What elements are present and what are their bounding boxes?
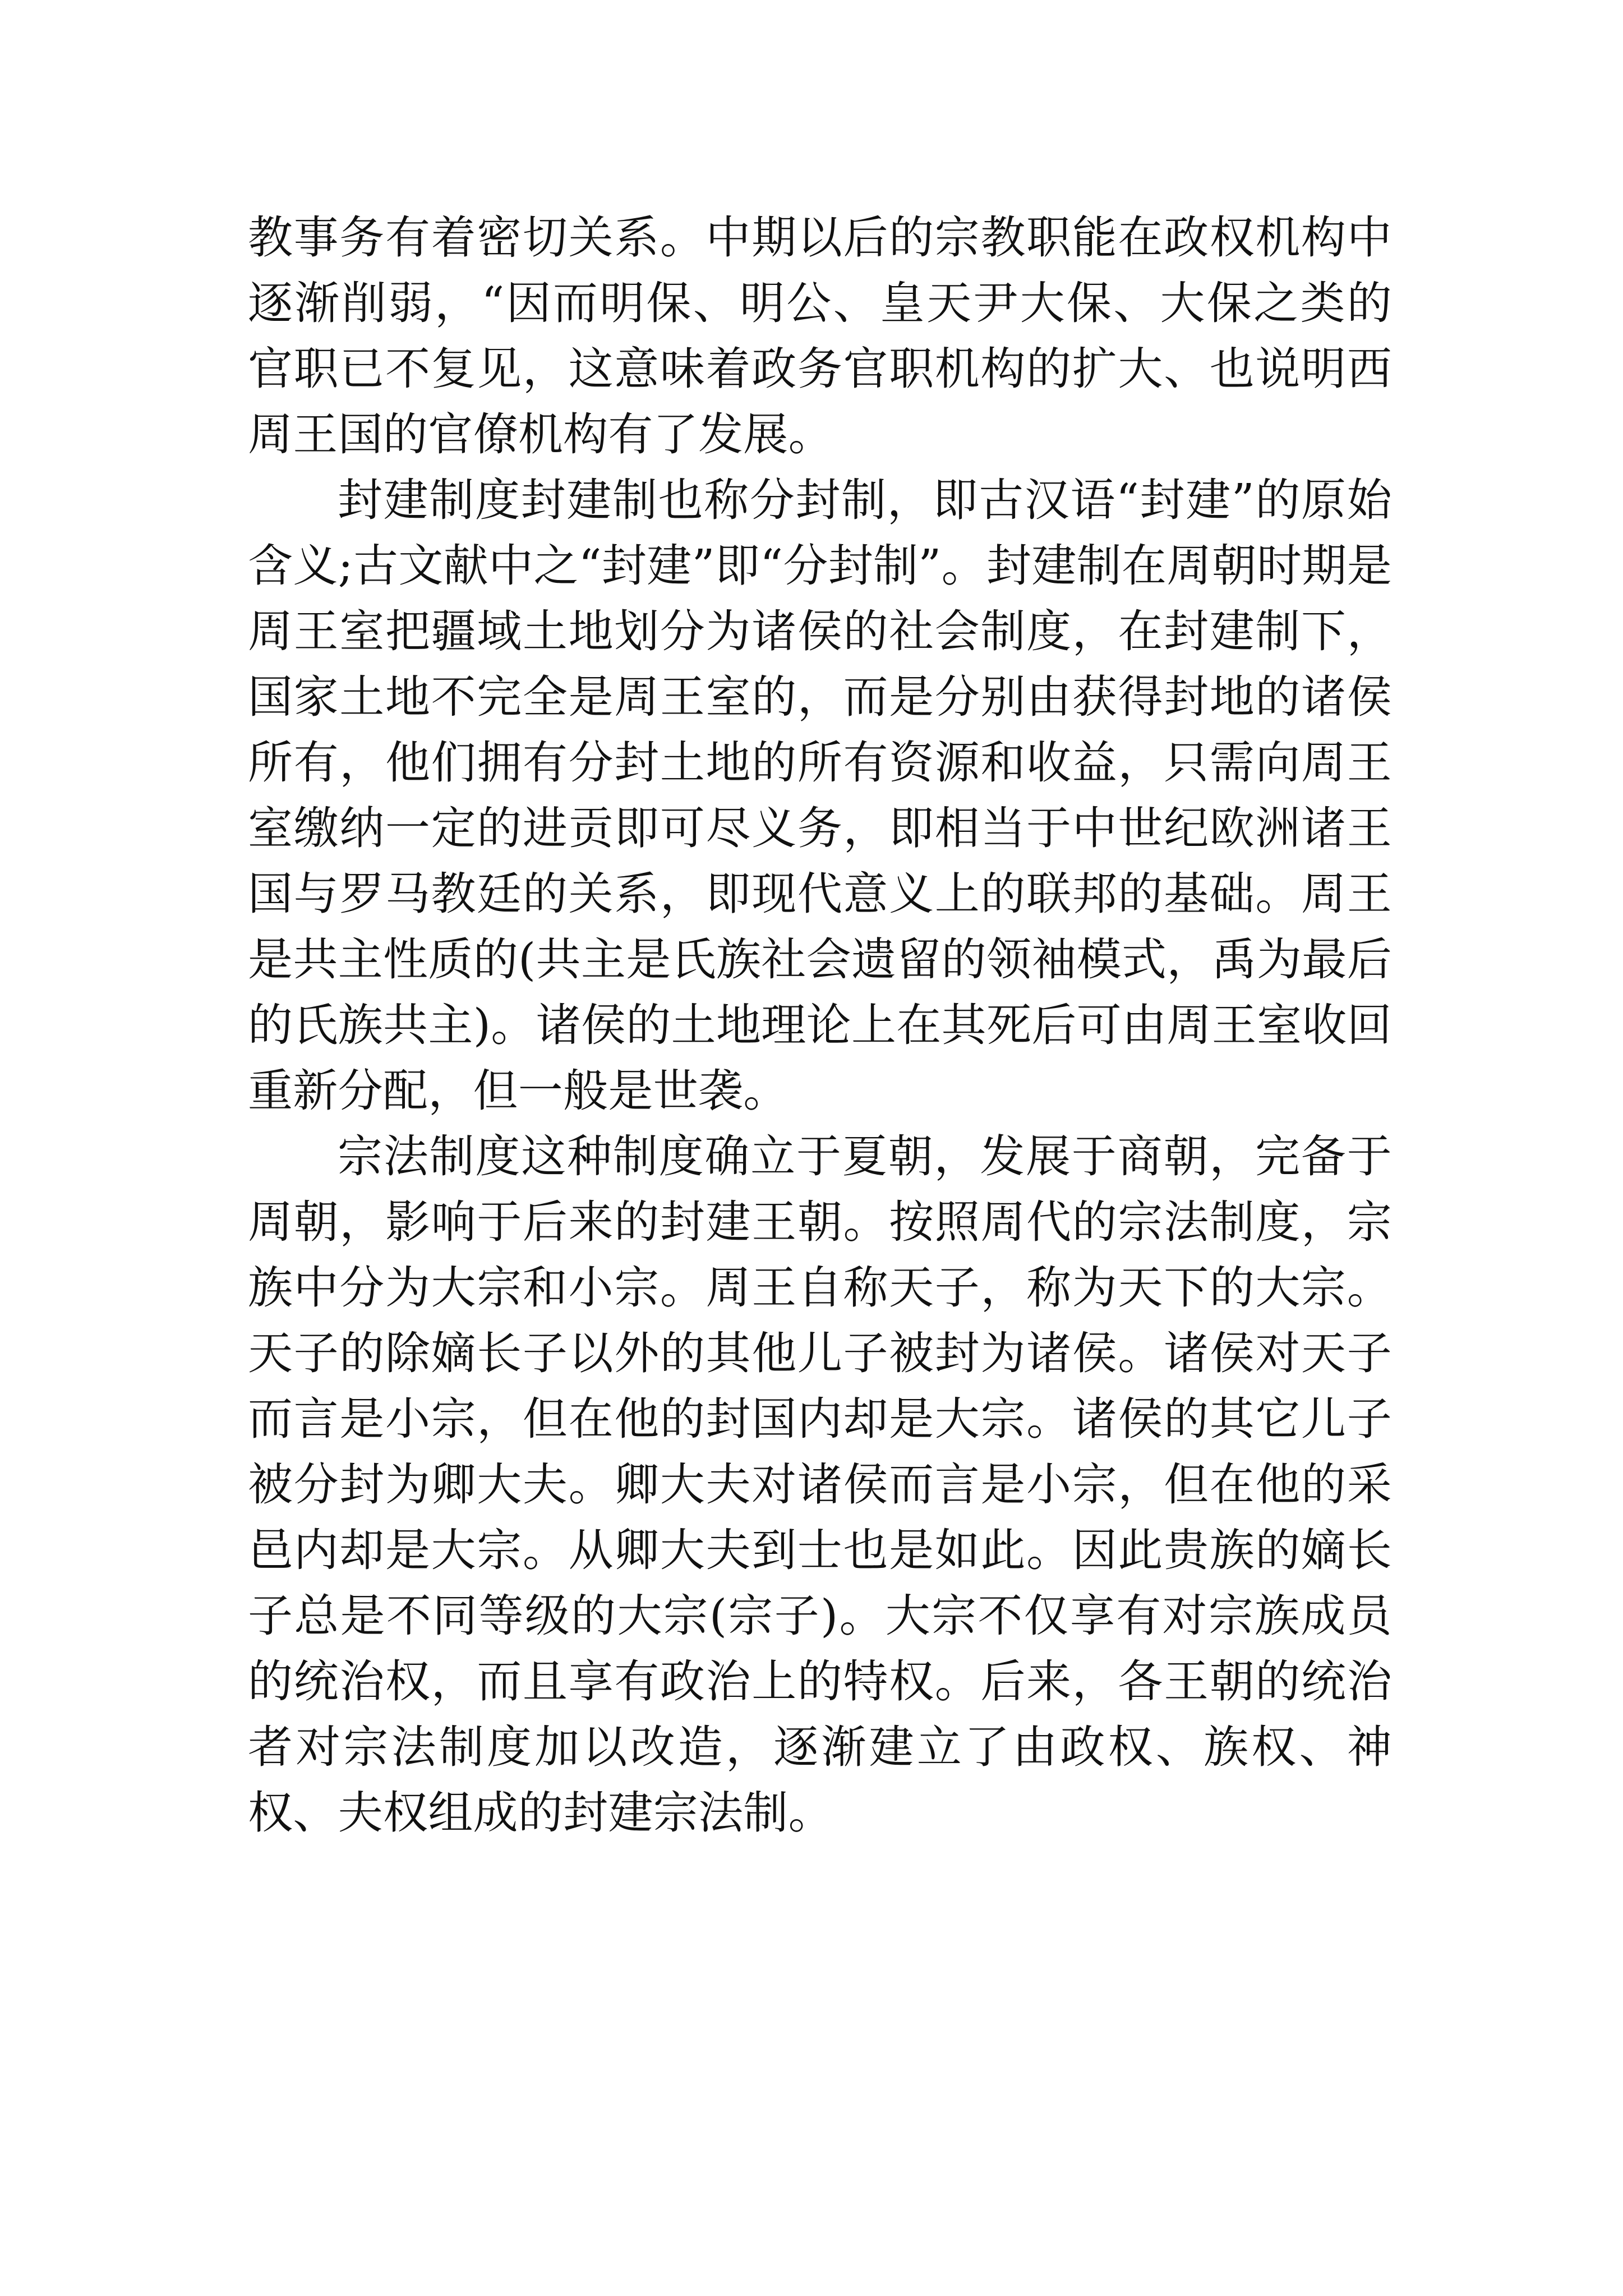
document-body [248,205,1392,1846]
paragraph-feudal-system: 封建制度封建制也称分封制，即古汉语“封建”的原始含义;古文献中之“封建”即“分封制”。封建制在周朝时期是周王室把疆域土地划分为诸侯的社会制度，在封建制下，国家土地不完全是周王室的，而是分别由获得封地的诸侯所有，他们拥有分封土地的所有资源和收益，只需向周王室缴纳一定的进贡即可尽义务，即相当于中世纪欧洲诸王国与罗马教廷的关系，即现代意义上的联邦的基础。周王是共主性质的(共主是氏族社会遗留的领袖模式，禹为最后的氏族共主)。诸侯的土地理论上在其死后可由周王室收回重新分配，但一般是世袭。 [248,474,1392,1117]
paragraph-zhou-officials: 教事务有着密切关系。中期以后的宗教职能在政权机构中逐渐削弱，“因而明保、明公、皇天尹大保、大保之类的官职已不复见，这意味着政务官职机构的扩大、也说明西周王国的官僚机构有了发展。 [248,211,1392,461]
paragraph-patriarchal-clan-system: 宗法制度这种制度确立于夏朝，发展于商朝，完备于周朝，影响于后来的封建王朝。按照周代的宗法制度，宗族中分为大宗和小宗。周王自称天子，称为天下的大宗。天子的除嫡长子以外的其他儿子被封为诸侯。诸侯对天子而言是小宗，但在他的封国内却是大宗。诸侯的其它儿子被分封为卿大夫。卿大夫对诸侯而言是小宗，但在他的采邑内却是大宗。从卿大夫到士也是如此。因此贵族的嫡长子总是不同等级的大宗(宗子)。大宗不仅享有对宗族成员的统治权，而且享有政治上的特权。后来，各王朝的统治者对宗法制度加以改造，逐渐建立了由政权、族权、神权、夫权组成的封建宗法制。 [248,1130,1392,1839]
